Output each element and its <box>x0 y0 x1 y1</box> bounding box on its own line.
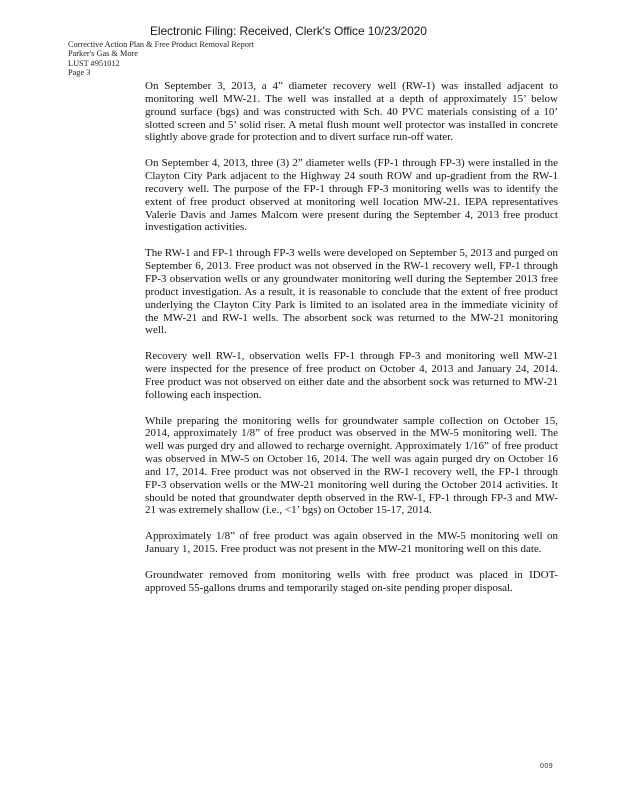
paragraph-observation-wells-install: On September 4, 2013, three (3) 2” diameter wells (FP-1 through FP-3) were installed in the Clayton City Park adjacent to the Highway 24 south ROW and up-gradient from the RW-1 recovery well. The purpose of the FP-1 through FP-3 monitoring wells was to identify the extent of free product observed at monitoring well location MW-21. IEPA representatives Valerie Davis and James Malcom were present during the September 4, 2013 free product investigation activities. <box>145 157 558 234</box>
header-site-name: Parker's Gas & More <box>68 49 138 59</box>
paragraph-recovery-well-install: On September 3, 2013, a 4” diameter recovery well (RW-1) was installed adjacent to monitoring well MW-21. The well was installed at a depth of approximately 15’ below ground surface (bgs) and was constructed with Sch. 40 PVC materials consisting of a 10’ slotted screen and 5’ solid riser. A metal flush mount well protector was installed in concrete slightly above grade for protection and to divert surface run-off water. <box>145 80 558 144</box>
page-number: 009 <box>540 763 554 770</box>
paragraph-october-2014: While preparing the monitoring wells for groundwater sample collection on October 15, 2014, approximately 1/8” of free product was observed in the MW-5 monitoring well. The well was purged dry and allowed to recharge overnight. Approximately 1/16” of free product was observed in MW-5 on October 16, 2014. The well was again purged dry on October 16 and 17, 2014. Free product was not observed in the RW-1 recovery well, the FP-1 through FP-3 observation wells or the MW-21 monitoring well during the October 2014 activities. It should be noted that groundwater depth observed in the RW-1, FP-1 through FP-3 and MW-21 was extremely shallow (i.e., <1’ bgs) on October 15-17, 2014. <box>145 414 558 517</box>
paragraph-january-2015: Approximately 1/8” of free product was again observed in the MW-5 monitoring well on January 1, 2015. Free product was not present in the MW-21 monitoring well on this date. <box>145 530 558 556</box>
header-report-title: Corrective Action Plan & Free Product Removal Report <box>68 40 254 49</box>
paragraph-inspections: Recovery well RW-1, observation wells FP-1 through FP-3 and monitoring well MW-21 were inspected for the presence of free product on October 4, 2013 and January 24, 2014. Free product was not observed on either date and the absorbent sock was returned to MW-21 following each inspection. <box>145 350 558 401</box>
filing-stamp: Electronic Filing: Received, Clerk's Office 10/23/2020 <box>150 24 427 38</box>
paragraph-well-development: The RW-1 and FP-1 through FP-3 wells were developed on September 5, 2013 and purged on September 6, 2013. Free product was not observed in the RW-1 recovery well, FP-1 through FP-3 observation wells or any groundwater monitoring well during the September 2013 free product investigation. As a result, it is reasonable to conclude that the extent of free product underlying the Clayton City Park is limited to an isolated area in the immediate vicinity of the MW-21 and RW-1 wells. The absorbent sock was returned to the MW-21 monitoring well. <box>145 247 558 337</box>
paragraph-groundwater-disposal: Groundwater removed from monitoring wells with free product was placed in IDOT-approved 55-gallons drums and temporarily staged on-site pending proper disposal. <box>145 569 558 594</box>
document-body <box>145 80 558 608</box>
header-lust-number: LUST #951012 <box>68 58 120 68</box>
document-header <box>68 40 254 77</box>
header-page-label: Page 3 <box>68 67 91 77</box>
